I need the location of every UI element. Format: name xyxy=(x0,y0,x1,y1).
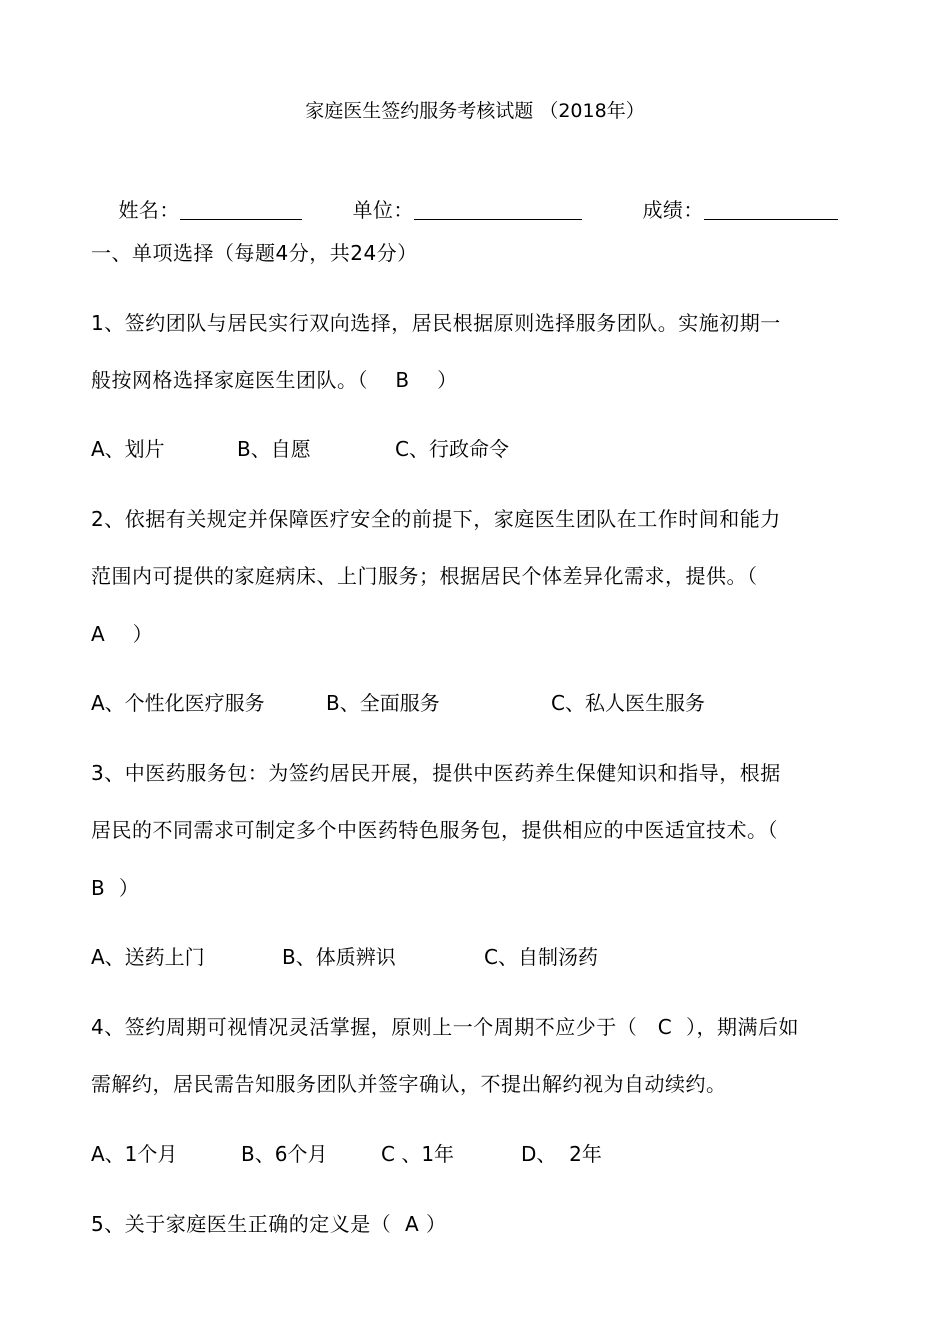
q4-option-a: A、1个月 xyxy=(91,1142,178,1166)
q2-option-a: A、个性化医疗服务 xyxy=(91,691,265,715)
exam-title: 家庭医生签约服务考核试题 （2018年） xyxy=(305,100,645,122)
question-4-line-1: 4、签约周期可视情况灵活掌握，原则上一个周期不应少于（ C ），期满后如 xyxy=(91,1015,799,1039)
q4-option-b: B、6个月 xyxy=(241,1142,328,1166)
unit-field xyxy=(325,171,582,249)
section-heading: 一、单项选择（每题4分，共24分） xyxy=(91,241,418,265)
q4-option-d: D、 2年 xyxy=(521,1142,602,1166)
question-2-line-1: 2、依据有关规定并保障医疗安全的前提下，家庭医生团队在工作时间和能力 xyxy=(91,507,781,531)
q1-option-c: C、行政命令 xyxy=(395,437,509,461)
q3-option-b: B、体质辨识 xyxy=(282,945,396,969)
question-4-line-2: 需解约，居民需告知服务团队并签字确认，不提出解约视为自动续约。 xyxy=(91,1072,727,1096)
q4-option-c: C 、1年 xyxy=(381,1142,455,1166)
score-blank xyxy=(704,199,838,220)
question-3-line-2: 居民的不同需求可制定多个中医药特色服务包，提供相应的中医适宜技术。（ xyxy=(91,818,778,842)
question-1-line-2: 般按网格选择家庭医生团队。（ B ） xyxy=(91,368,458,392)
q2-option-c: C、私人医生服务 xyxy=(551,691,705,715)
unit-label: 单位： xyxy=(352,198,414,222)
question-2-line-3: A ） xyxy=(91,622,154,646)
name-blank xyxy=(180,199,302,220)
header-fields xyxy=(91,171,302,249)
question-3-line-3: B ） xyxy=(91,876,140,900)
question-1-line-1: 1、签约团队与居民实行双向选择，居民根据原则选择服务团队。实施初期一 xyxy=(91,311,781,335)
q3-option-a: A、送药上门 xyxy=(91,945,205,969)
q3-option-c: C、自制汤药 xyxy=(484,945,598,969)
q2-option-b: B、全面服务 xyxy=(326,691,440,715)
q1-option-a: A、划片 xyxy=(91,437,165,461)
question-3-line-1: 3、中医药服务包：为签约居民开展，提供中医药养生保健知识和指导，根据 xyxy=(91,761,781,785)
unit-blank xyxy=(414,199,582,220)
score-label: 成绩： xyxy=(642,198,704,222)
score-field xyxy=(615,171,838,249)
question-5-line-1: 5、关于家庭医生正确的定义是（ A ） xyxy=(91,1212,447,1236)
q1-option-b: B、自愿 xyxy=(237,437,311,461)
question-2-line-2: 范围内可提供的家庭病床、上门服务；根据居民个体差异化需求，提供。（ xyxy=(91,564,758,588)
name-label: 姓名： xyxy=(118,198,180,222)
